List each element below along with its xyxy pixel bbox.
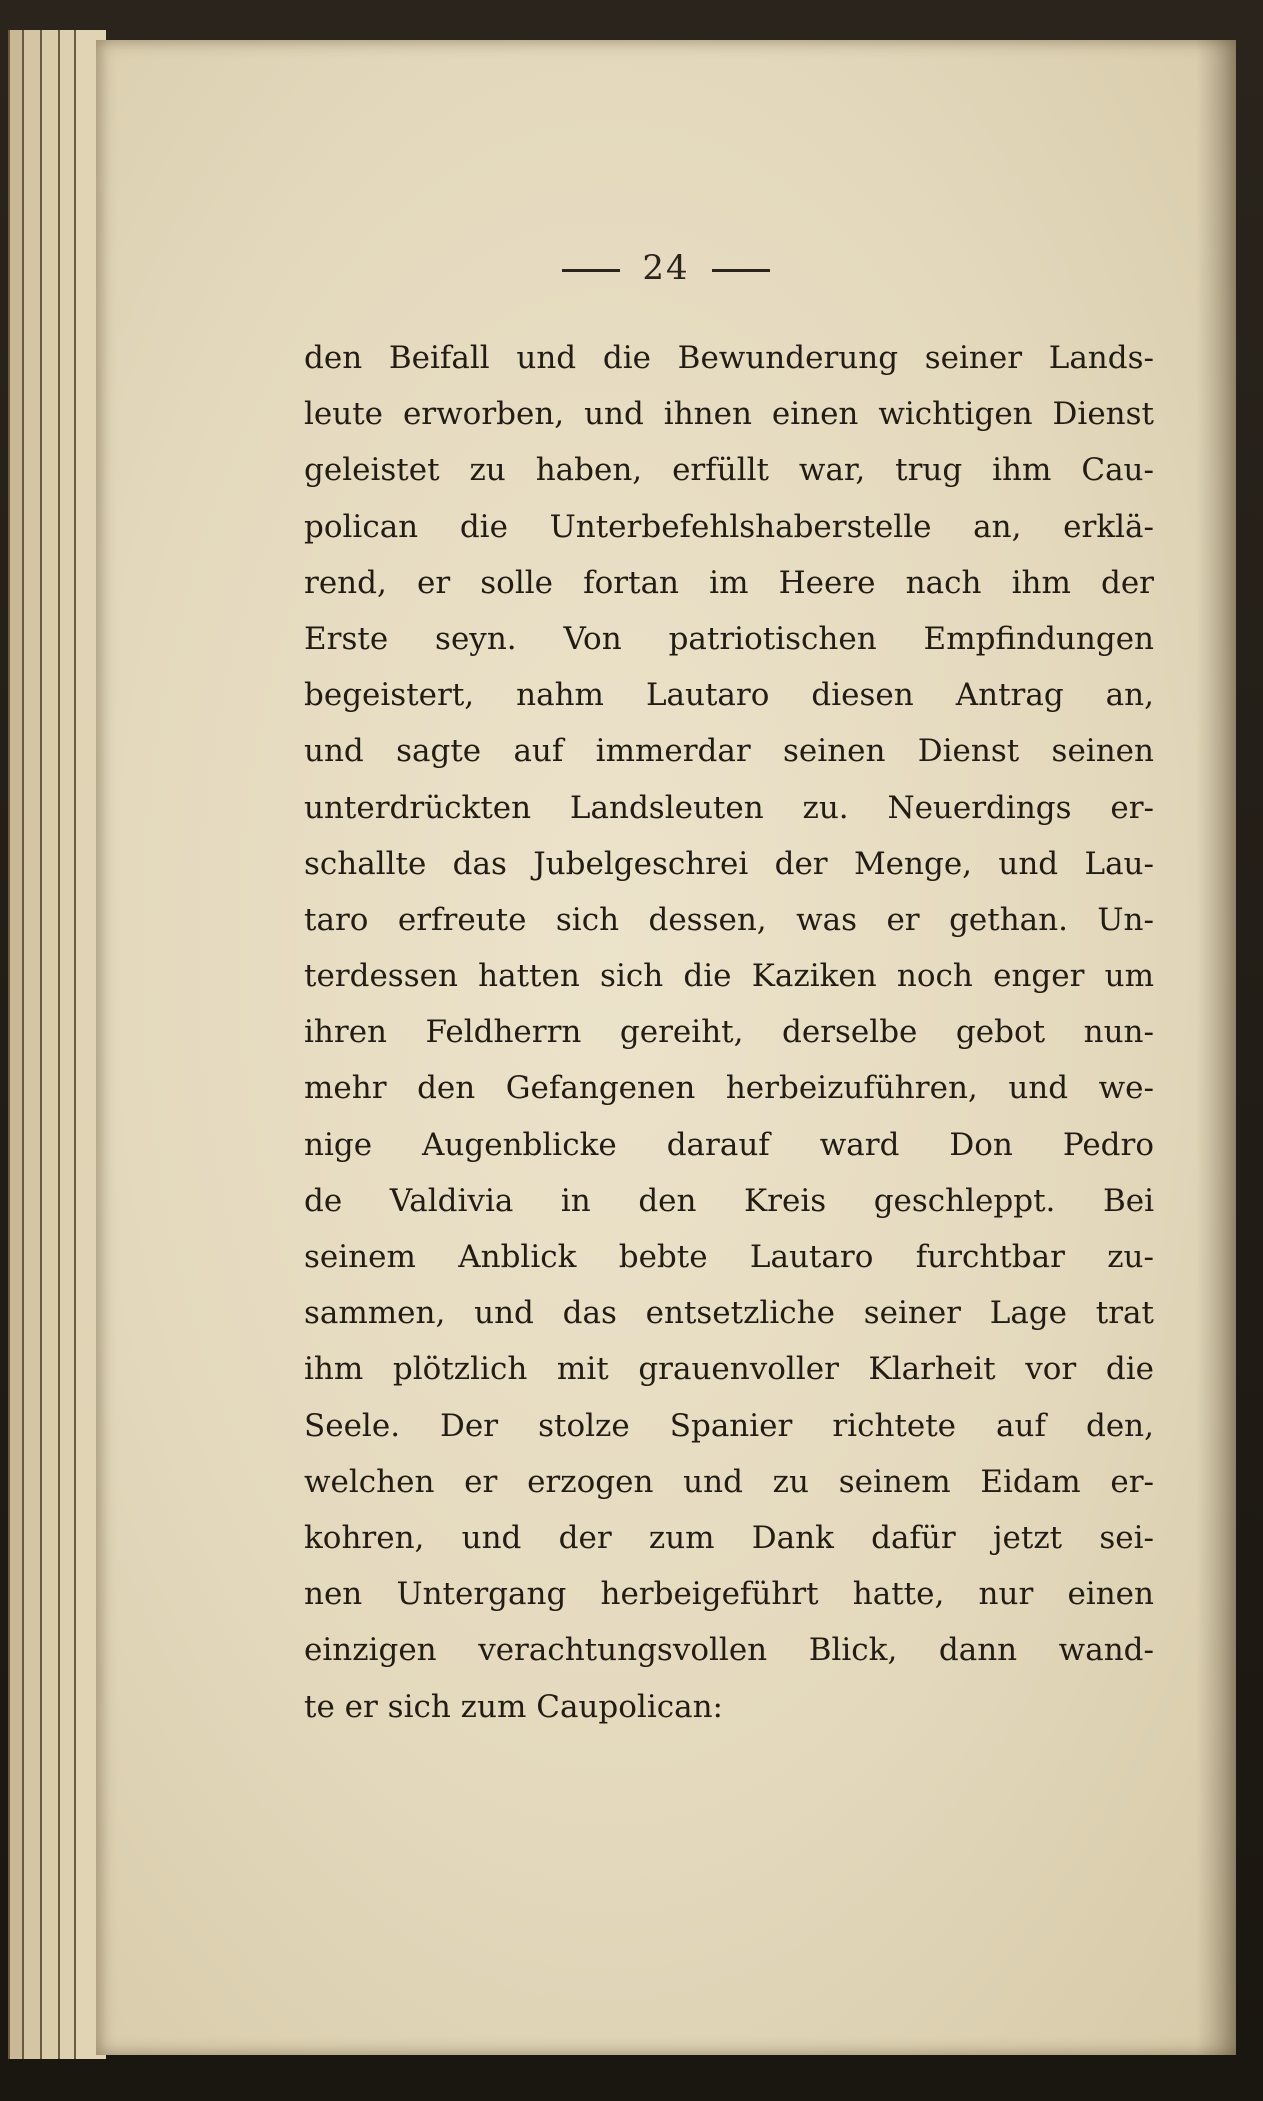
book-page: [96, 40, 1236, 2055]
text-line: einzigen verachtungsvollen Blick, dann wand-: [304, 1632, 1154, 1669]
text-line: leute erworben, und ihnen einen wichtigen Dienst: [304, 396, 1154, 433]
text-line: taro erfreute sich dessen, was er gethan. Un-: [304, 901, 1154, 938]
text-line: de Valdivia in den Kreis geschleppt. Bei: [304, 1182, 1154, 1219]
text-line: nen Untergang herbeigeführt hatte, nur einen: [304, 1576, 1154, 1613]
text-line: schallte das Jubelgeschrei der Menge, und Lau-: [304, 845, 1154, 882]
text-line: rend, er solle fortan im Heere nach ihm der: [304, 564, 1154, 601]
text-line: begeistert, nahm Lautaro diesen Antrag an,: [304, 677, 1154, 714]
text-line: mehr den Gefangenen herbeizuführen, und we-: [304, 1070, 1154, 1107]
gutter-shadow: [1196, 40, 1236, 2055]
text-line: Seele. Der stolze Spanier richtete auf den,: [304, 1407, 1154, 1444]
page-number-header: [96, 248, 1236, 288]
text-line: nige Augenblicke darauf ward Don Pedro: [304, 1126, 1154, 1163]
text-line: ihren Feldherrn gereiht, derselbe gebot nun-: [304, 1014, 1154, 1051]
page-number: 24: [642, 248, 690, 288]
text-line: unterdrückten Landsleuten zu. Neuerdings er-: [304, 789, 1154, 826]
text-line: seinem Anblick bebte Lautaro furchtbar zu-: [304, 1239, 1154, 1275]
text-line: terdessen hatten sich die Kaziken noch enger um: [304, 958, 1154, 995]
header-dash-left: [562, 269, 620, 272]
text-line: te er sich zum Caupolican:: [304, 1688, 723, 1725]
header-dash-right: [712, 269, 770, 272]
text-line: und sagte auf immerdar seinen Dienst seinen: [304, 733, 1154, 770]
text-line: polican die Unterbefehlshaberstelle an, erklä-: [304, 508, 1154, 545]
body-text: [304, 330, 1154, 1735]
text-line: welchen er erzogen und zu seinem Eidam er-: [304, 1463, 1154, 1500]
text-line: sammen, und das entsetzliche seiner Lage trat: [304, 1295, 1154, 1332]
text-line: den Beifall und die Bewunderung seiner Lands-: [304, 340, 1154, 376]
text-line: geleistet zu haben, erfüllt war, trug ihm Cau-: [304, 452, 1154, 489]
text-line: Erste seyn. Von patriotischen Empfindungen: [304, 620, 1154, 657]
text-line: kohren, und der zum Dank dafür jetzt sei-: [304, 1519, 1154, 1556]
text-line: ihm plötzlich mit grauenvoller Klarheit vor die: [304, 1351, 1154, 1388]
